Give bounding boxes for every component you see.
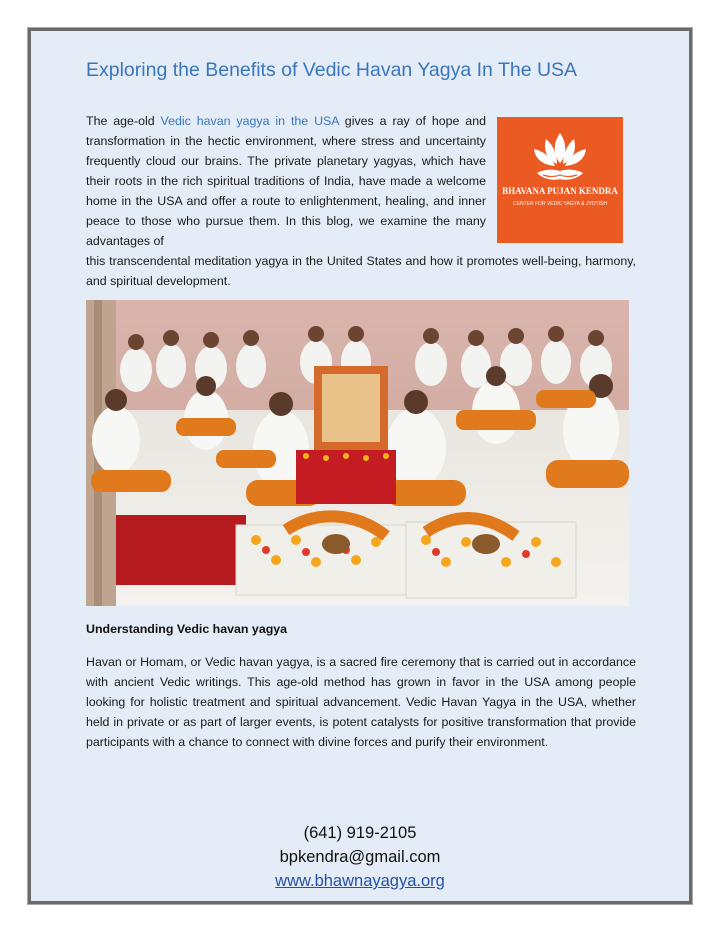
contact-block [31,821,689,893]
logo-name: BHAVANA PUJAN KENDRA [502,186,618,196]
bhavana-pujan-kendra-logo [497,117,623,243]
vedic-havan-link[interactable]: Vedic havan yagya in the USA [160,114,339,128]
intro-paragraph-tail: this transcendental meditation yagya in the United States and how it promotes well-being, harmony, and spiritual development. [86,254,636,288]
contact-website-link[interactable]: www.bhawnayagya.org [275,872,445,890]
lotus-hands-icon [497,117,623,243]
logo-tagline: CENTER FOR VEDIC YAGYA & JYOTISH [513,201,607,207]
section-body: Havan or Homam, or Vedic havan yagya, is a sacred fire ceremony that is carried out in accordance with ancient Vedic writings. This age-old method has grown in favor in the USA among people looking for holistic treatment and spiritual advancement. Vedic Havan Yagya in the USA, whether held in private or as part of larger events, is potent catalysts for positive transformation that provide participants with a chance to connect with divine forces and purify their environment. [86,655,636,749]
intro-rest: gives a ray of hope and transformation in the hectic environment, where stress and uncertainty frequently cloud our brains. The private planetary yagyas, which have their roots in the rich spiritual traditions of India, have made a welcome home in the USA and offer a route to enlightenment, healing, and inner peace to those who pursue them. In this blog, we examine the many advantages of [86,114,486,248]
intro-lead: The age-old [86,114,161,128]
document-page [31,31,689,901]
page-title: Exploring the Benefits of Vedic Havan Yagya In The USA [86,59,578,81]
contact-email: bpkendra@gmail.com [279,848,441,866]
section-heading: Understanding Vedic havan yagya [86,622,288,636]
contact-phone: (641) 919-2105 [303,824,417,842]
document-frame [28,28,692,904]
intro-paragraph [86,111,486,251]
group-puja-photo [86,300,629,606]
